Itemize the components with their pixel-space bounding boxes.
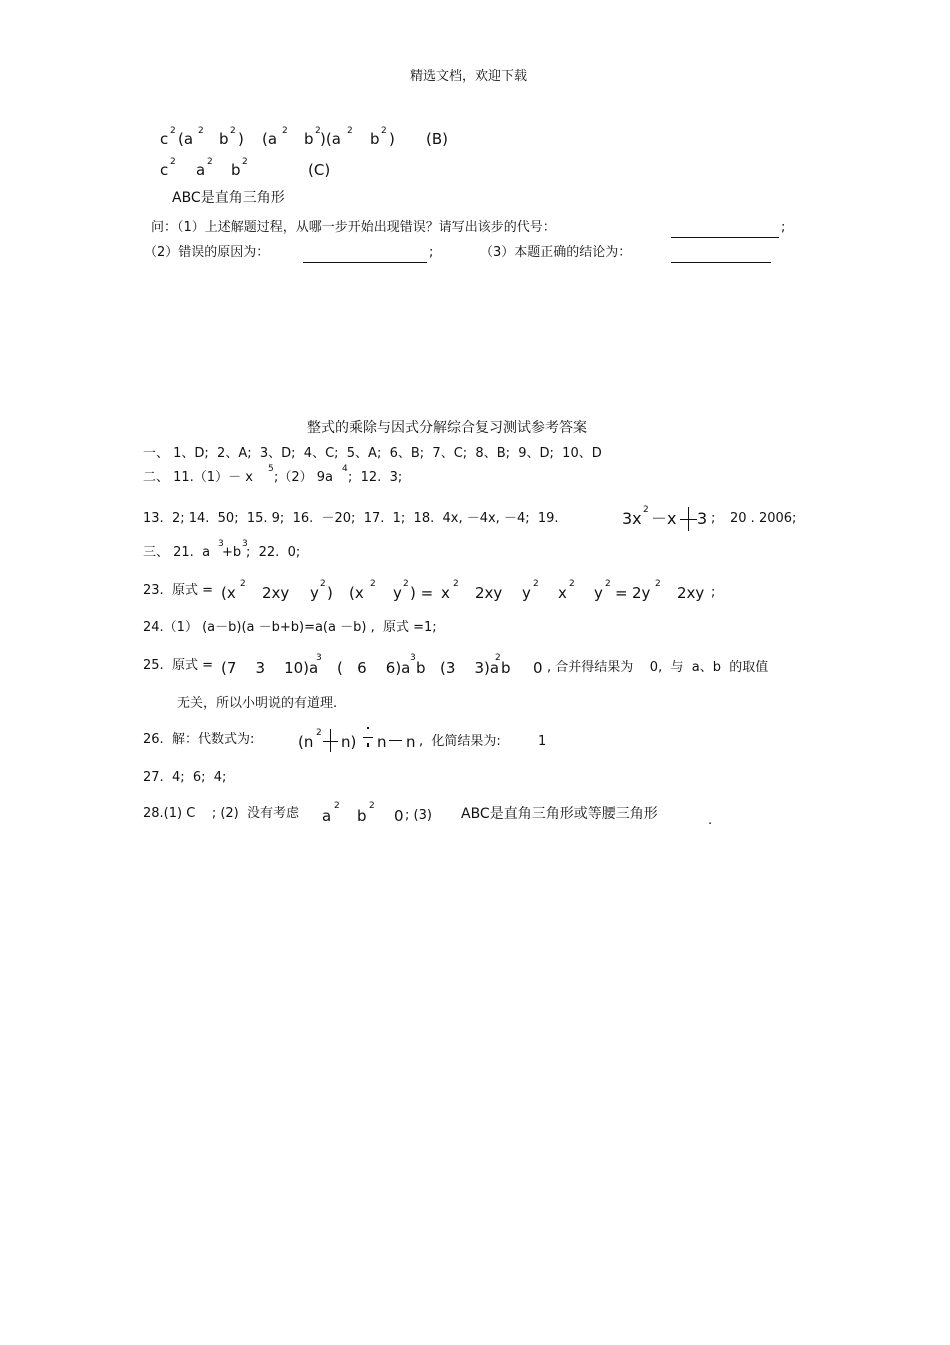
math-text: a <box>196 161 206 179</box>
question-1-end: ; <box>781 220 786 235</box>
superscript: 2 <box>369 801 375 811</box>
math-text: c <box>160 130 169 148</box>
answer-text: 26. 解：代数式为: <box>143 732 255 747</box>
plus-sign-horizontal <box>323 741 338 742</box>
math-text: (x <box>349 584 364 602</box>
answer-blank-1 <box>671 237 779 238</box>
math-text: n) <box>341 733 357 751</box>
math-text: 3 <box>697 509 708 528</box>
answer-text: 25. 原式 = <box>143 658 213 673</box>
page-header: 精选文档，欢迎下载 <box>410 69 528 84</box>
answers-title: 整式的乘除与因式分解综合复习测试参考答案 <box>307 420 587 436</box>
divide-dot-top <box>367 727 369 729</box>
math-text: 2xy <box>475 584 503 602</box>
superscript: 2 <box>316 728 322 738</box>
answer-text: ; <box>711 511 716 526</box>
superscript: 2 <box>370 579 376 589</box>
superscript: 2 <box>242 157 248 167</box>
superscript: 2 <box>170 157 176 167</box>
superscript: 3 <box>242 539 248 549</box>
math-text: 2xy <box>677 584 705 602</box>
divide-dot-bottom <box>367 743 369 747</box>
math-text: ) = <box>410 584 434 602</box>
answer-text: 二、 11.（1）－ x <box>143 470 253 485</box>
math-text: b <box>357 807 367 825</box>
superscript: 4 <box>342 464 348 474</box>
minus-sign <box>389 740 402 741</box>
superscript: 2 <box>453 579 459 589</box>
answer-blank-3 <box>671 262 771 263</box>
math-text: n <box>377 733 387 751</box>
math-text: x <box>558 584 567 602</box>
math-text: c <box>160 161 169 179</box>
answer-text: ;（2） 9a <box>274 470 334 485</box>
math-text: y <box>393 584 402 602</box>
math-text: y <box>594 584 603 602</box>
answer-text: ; <box>711 585 716 600</box>
step-tag: (B) <box>426 130 448 148</box>
superscript: 2 <box>334 801 340 811</box>
math-text: (a <box>178 130 194 148</box>
answer-text: ; 12. 3; <box>348 470 403 485</box>
math-text: b <box>304 130 314 148</box>
divide-bar <box>363 737 373 738</box>
superscript: 3 <box>218 539 224 549</box>
answer-text: ; (3) <box>405 808 432 823</box>
answer-line-6: 24.（1） (a－b)(a －b+b)=a(a －b) , 原式 =1; <box>143 620 437 635</box>
math-text: ) <box>327 584 333 602</box>
superscript: 2 <box>605 579 611 589</box>
math-text: (3 3)a <box>440 659 500 677</box>
answer-text: ABC是直角三角形或等腰三角形 <box>461 806 658 822</box>
answer-line-9: 27. 4; 6; 4; <box>143 770 227 785</box>
answer-text: , 合并得结果为 0, 与 a、b 的取值 <box>547 660 769 675</box>
answer-text: 20 . 2006; <box>730 511 797 526</box>
answer-text: +b <box>222 545 242 560</box>
math-text: b <box>501 659 511 677</box>
superscript: 2 <box>282 126 288 136</box>
superscript: 2 <box>403 579 409 589</box>
superscript: 2 <box>315 126 321 136</box>
math-text: y <box>310 584 319 602</box>
math-text: (x <box>221 584 236 602</box>
answer-line-1: 一、 1、D; 2、A; 3、D; 4、C; 5、A; 6、B; 7、C; 8、B; 9、D; 10、D <box>143 446 602 461</box>
answer-text: 28.(1) C ; (2) 没有考虑 <box>143 806 300 821</box>
math-text: b <box>416 659 426 677</box>
plus-sign-horizontal <box>680 519 697 520</box>
question-2: （2）错误的原因为： <box>144 245 270 260</box>
superscript: 2 <box>230 126 236 136</box>
problem-conclusion: ABC是直角三角形 <box>172 190 285 206</box>
superscript: 2 <box>207 157 213 167</box>
math-text: 0 <box>533 659 543 677</box>
answer-text: 13. 2; 14. 50; 15. 9; 16. －20; 17. 1; 18. 4x, －4x, －4; 19. <box>143 511 559 526</box>
math-text: n <box>406 733 416 751</box>
math-text: b <box>219 130 229 148</box>
question-3: （3）本题正确的结论为： <box>480 245 632 260</box>
math-text: )(a <box>320 130 341 148</box>
superscript: 2 <box>347 126 353 136</box>
superscript: 2 <box>381 126 387 136</box>
superscript: 2 <box>170 126 176 136</box>
answer-text: ; 22. 0; <box>246 545 301 560</box>
superscript: 3 <box>316 653 322 663</box>
math-text: 0 <box>394 807 404 825</box>
answer-text: , 化简结果为: <box>419 734 501 749</box>
superscript: 2 <box>643 505 649 515</box>
step-tag: (C) <box>308 161 331 179</box>
superscript: 3 <box>410 653 416 663</box>
math-text: a <box>322 807 332 825</box>
superscript: 2 <box>655 579 661 589</box>
superscript: 2 <box>533 579 539 589</box>
question-2-end: ; <box>429 245 434 260</box>
math-text: b <box>370 130 380 148</box>
answer-text: 23. 原式 = <box>143 583 213 598</box>
answer-line-7b: 无关，所以小明说的有道理. <box>177 696 338 711</box>
question-1: 问：（1）上述解题过程，从哪一步开始出现错误？请写出该步的代号： <box>151 220 556 235</box>
math-text: ) <box>389 130 395 148</box>
superscript: 2 <box>198 126 204 136</box>
math-text: (a <box>262 130 278 148</box>
math-text: y <box>522 584 531 602</box>
math-text: 2xy <box>262 584 290 602</box>
math-text: = <box>615 584 628 602</box>
superscript: 2 <box>240 579 246 589</box>
math-text: ( 6 6)a <box>337 659 411 677</box>
superscript: 2 <box>569 579 575 589</box>
math-text: 3x <box>622 509 642 528</box>
answer-text: 三、 21. a <box>143 545 211 560</box>
math-text: 2y <box>632 584 651 602</box>
math-text: b <box>231 161 241 179</box>
math-text: －x <box>651 509 677 528</box>
answer-text: . <box>708 813 713 828</box>
superscript: 2 <box>495 653 501 663</box>
answer-blank-2 <box>303 262 427 263</box>
answer-value: 1 <box>538 734 547 749</box>
superscript: 2 <box>320 579 326 589</box>
math-text: (n <box>298 733 314 751</box>
math-text: x <box>441 584 450 602</box>
math-text: ) <box>238 130 244 148</box>
math-text: (7 3 10)a <box>221 659 319 677</box>
superscript: 5 <box>268 464 274 474</box>
